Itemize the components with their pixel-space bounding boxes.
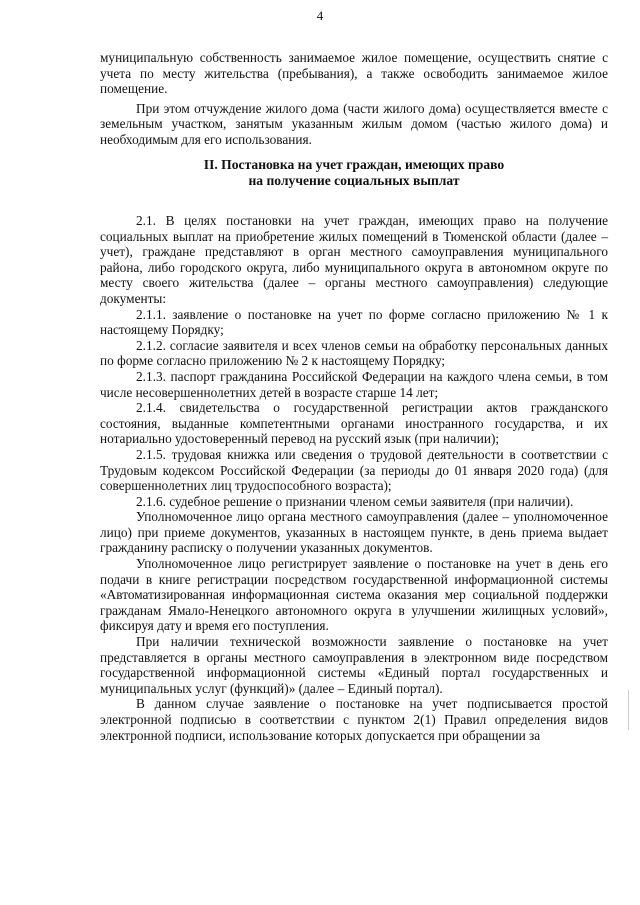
intro-paragraph-1: муниципальную собственность занимаемое жилое помещение, осуществить снятие с учета по месту жительства (пребывания), а также освободить занимаемое жилое помещение. xyxy=(100,50,608,97)
intro-paragraph-2: При этом отчуждение жилого дома (части жилого дома) осуществляется вместе с земельным участком, занятым указанным жилым домом (частью жилого дома) и необходимым для его использования. xyxy=(100,100,608,147)
paragraph-electronic-submission: При наличии технической возможности заявление о постановке на учет представляется в органы местного самоуправления в электронном виде посредством государственной информационной системы «Единый портал государственных и муниципальных услуг (функций)» (далее – Единый портал). xyxy=(100,634,608,696)
paragraph-2-1-3: 2.1.3. паспорт гражданина Российской Федерации на каждого члена семьи, в том числе несовершеннолетних детей в возрасте старше 14 лет; xyxy=(100,368,608,400)
paragraph-electronic-signature: В данном случае заявление о постановке на учет подписывается простой электронной подписью в соответствии с пунктом 2(1) Правил определения видов электронной подписи, использование которых допускается при обращении за xyxy=(100,696,608,743)
section-heading xyxy=(100,157,608,189)
intro-block xyxy=(100,50,608,148)
paragraph-2-1-5: 2.1.5. трудовая книжка или сведения о трудовой деятельности в соответствии с Трудовым кодексом Российской Федерации (за периоды до 01 января 2020 года) (для совершеннолетних лиц трудоспособного возраста); xyxy=(100,446,608,494)
paragraph-2-1-1: 2.1.1. заявление о постановке на учет по форме согласно приложению № 1 к настоящему Порядку; xyxy=(100,306,608,338)
scan-edge-mark xyxy=(628,690,629,730)
paragraph-2-1-2: 2.1.2. согласие заявителя и всех членов семьи на обработку персональных данных по форме согласно приложению № 2 к настоящему Порядку; xyxy=(100,337,608,369)
section-heading-line-2: на получение социальных выплат xyxy=(248,173,460,188)
paragraph-registration: Уполномоченное лицо регистрирует заявление о постановке на учет в день его подачи в книге регистрации посредством государственной информационной системы «Автоматизированная информационная система оказания мер социальной поддержки гражданам Ямало-Ненецкого автономного округа в улучшении жилищных условий», фиксируя дату и время его поступления. xyxy=(100,556,608,634)
paragraph-2-1-6: 2.1.6. судебное решение о признании членом семьи заявителя (при наличии). xyxy=(136,493,574,509)
paragraph-2-1-4: 2.1.4. свидетельства о государственной регистрации актов гражданского состояния, выданные компетентными органами иностранного государства, и их нотариально удостоверенный перевод на русский язык (при наличии); xyxy=(100,400,608,447)
page-number: 4 xyxy=(316,8,324,23)
paragraph-authorized-person: Уполномоченное лицо органа местного самоуправления (далее – уполномоченное лицо) при приеме документов, указанных в настоящем пункте, в день приема выдает гражданину расписку о получении указанных документов. xyxy=(100,509,608,556)
paragraph-2-1: 2.1. В целях постановки на учет граждан, имеющих право на получение социальных выплат на приобретение жилых помещений в Тюменской области (далее – учет), граждане представляют в орган местного самоуправления муниципального района, либо городского округа, либо муниципального округа в автономном округе по месту своего жительства (далее – органы местного самоуправления) следующие документы: xyxy=(100,213,608,306)
section-body xyxy=(100,213,608,743)
section-heading-line-1: II. Постановка на учет граждан, имеющих право xyxy=(203,157,505,172)
